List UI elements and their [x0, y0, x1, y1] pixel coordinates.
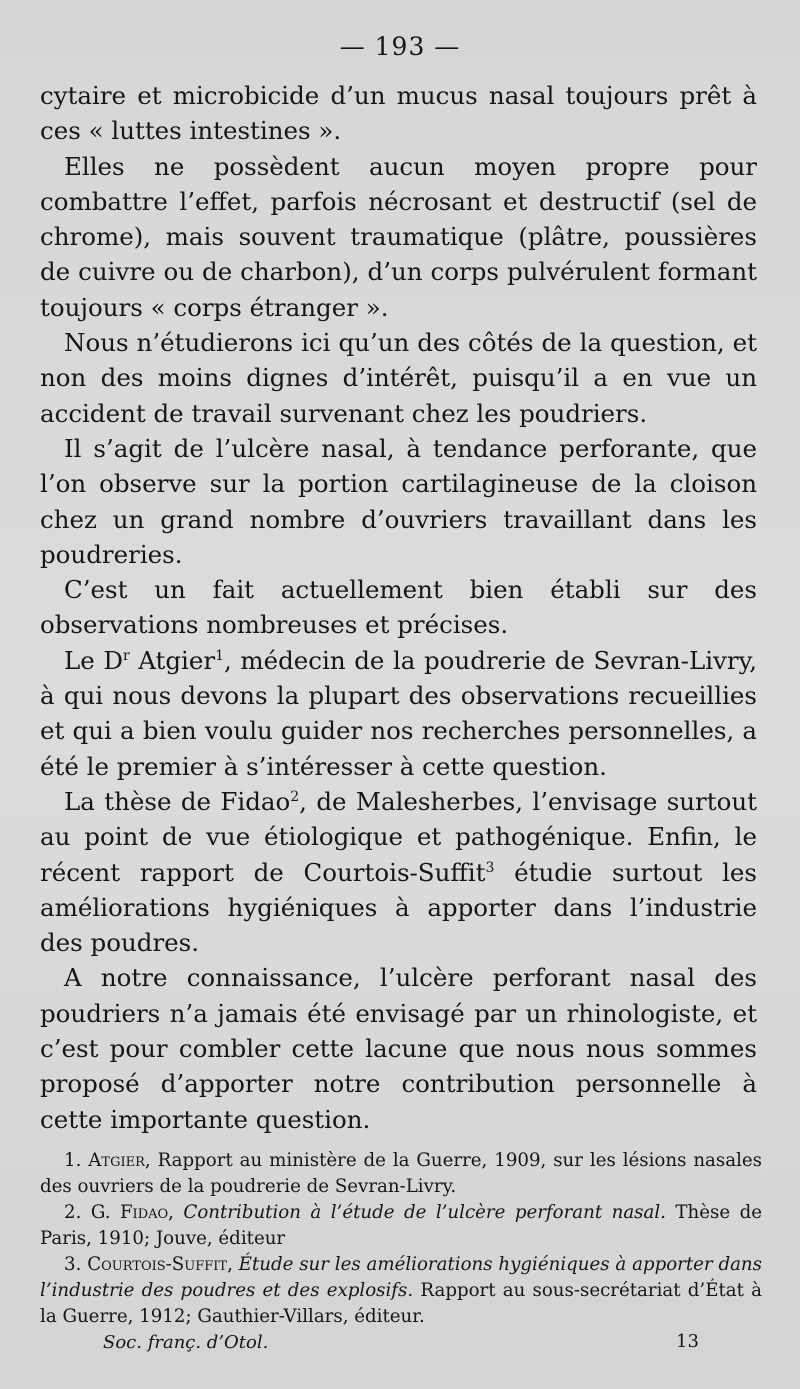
footnote-number: 3.	[64, 1254, 88, 1275]
footnote-text: , Rapport au ministère de la Guerre, 1909, sur les lésions nasales des ouvriers de la poudrerie de Sevran-Livry.	[40, 1150, 762, 1197]
page-number: — 193 —	[339, 32, 461, 61]
journal-footer: Soc. franç. d’Otol.	[103, 1332, 269, 1353]
footnotes	[40, 1148, 762, 1330]
paragraph-text: Le D	[64, 645, 123, 675]
footnote-number: 2.	[64, 1202, 91, 1223]
paragraph-text: , médecin de la poudrerie de Sevran-Livry, à qui nous devons la plupart des observations recueillies et qui a bien voulu guider nos recherches personnelles, a été le premier à s’intéresser à cette question.	[40, 645, 757, 781]
footnote-separator: ,	[168, 1202, 184, 1223]
footnote-author: Fidao	[119, 1202, 169, 1223]
footnote-1	[40, 1148, 762, 1200]
paragraph-text: étudie surtout les améliorations hygiéniques à apporter dans l’industrie des poudres.	[40, 857, 758, 958]
footnote-ref-1: 1	[215, 647, 225, 664]
paragraph-text: Atgier	[129, 645, 216, 675]
footnote-ref-2: 2	[290, 788, 300, 805]
footnote-2	[40, 1200, 762, 1252]
footnote-title: Contribution à l’étude de l’ulcère perforant nasal.	[183, 1202, 666, 1223]
paragraph-text: La thèse de Fidao	[64, 786, 291, 816]
paragraph	[40, 643, 757, 784]
footnote-text: Rapport au sous-secrétariat d’État à la Guerre, 1912; Gauthier-Villars, éditeur.	[40, 1280, 762, 1327]
paragraph	[40, 784, 757, 960]
signature-mark: 13	[676, 1331, 699, 1352]
paragraph-continuation: cytaire et microbicide d’un mucus nasal toujours prêt à ces « luttes intestines ».	[40, 81, 757, 146]
footnote-ref-3: 3	[485, 859, 495, 876]
footnote-author: Atgier	[88, 1150, 145, 1171]
footnote-initial: G.	[90, 1202, 120, 1223]
paragraph-text: , de Malesherbes, l’envisage surtout au point de vue étiologique et pathogénique. Enfin, le récent rapport de Courtois-Suffit	[40, 786, 757, 887]
paragraph: Elles ne possèdent aucun moyen propre pour combattre l’effet, parfois nécrosant et destructif (sel de chrome), mais souvent traumatique (plâtre, poussières de cuivre ou de charbon), d’un corps pulvérulent formant toujours « corps étranger ».	[40, 151, 757, 322]
footnote-text: Thèse de Paris, 1910; Jouve, éditeur	[40, 1202, 762, 1249]
footnote-author: Courtois-Suffit	[87, 1254, 228, 1275]
paragraph: Nous n’étudierons ici qu’un des côtés de la question, et non des moins dignes d’intérêt, puisqu’il a en vue un accident de travail survenant chez les poudriers.	[40, 328, 757, 428]
superscript-doctor: r	[122, 647, 130, 664]
paragraph: Il s’agit de l’ulcère nasal, à tendance perforante, que l’on observe sur la portion cartilagineuse de la cloison chez un grand nombre d’ouvriers travaillant dans les poudreries.	[40, 433, 757, 569]
paragraph: C’est un fait actuellement bien établi sur des observations nombreuses et précises.	[40, 575, 757, 640]
footnote-title: Étude sur les améliorations hygiéniques à apporter dans l’industrie des poudres et des explosifs.	[40, 1254, 762, 1301]
footnote-separator: ,	[227, 1254, 239, 1275]
paragraph: A notre connaissance, l’ulcère perforant nasal des poudriers n’a jamais été envisagé par un rhinologiste, et c’est pour combler cette lacune que nous nous sommes proposé d’apporter notre contribution personnelle à cette importante question.	[40, 963, 757, 1134]
footnote-number: 1.	[64, 1150, 89, 1171]
footnote-3	[40, 1252, 762, 1330]
body-text	[40, 78, 757, 1137]
